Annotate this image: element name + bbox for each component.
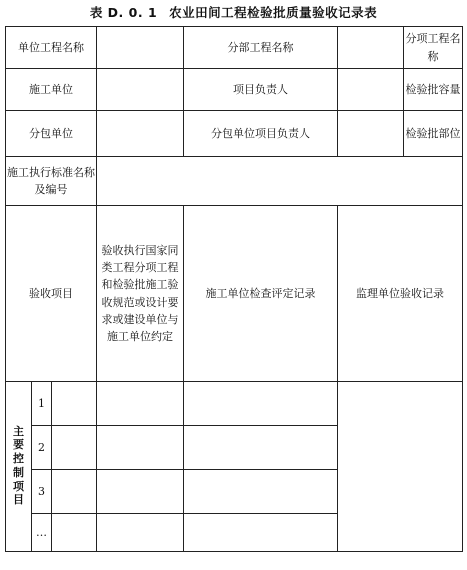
item-number-more: … [32, 514, 52, 552]
item-2-construction-check[interactable] [184, 426, 338, 470]
item-3-construction-check[interactable] [184, 470, 338, 514]
label-standard: 施工执行标准名称及编号 [6, 157, 97, 206]
inspection-form-table [5, 26, 463, 552]
main-control-text: 主要控制项目 [13, 424, 24, 507]
table-title [0, 3, 467, 21]
item-more-basis[interactable] [97, 514, 184, 552]
value-standard[interactable] [97, 157, 463, 206]
item-number-2: 2 [32, 426, 52, 470]
item-1-basis[interactable] [97, 382, 184, 426]
label-batch-capacity: 检验批容量 [404, 69, 463, 111]
main-control-supervisor-check[interactable] [338, 382, 463, 552]
value-unit-project[interactable] [97, 27, 184, 69]
value-project-leader[interactable] [338, 69, 404, 111]
item-2-basis[interactable] [97, 426, 184, 470]
row-subcontract-unit [6, 111, 463, 157]
label-subcontract-leader: 分包单位项目负责人 [184, 111, 338, 157]
item-3-name[interactable] [52, 470, 97, 514]
header-acceptance-item: 验收项目 [6, 206, 97, 382]
row-standard [6, 157, 463, 206]
table-number: 表 D. 0. 1 [89, 5, 158, 20]
item-3-basis[interactable] [97, 470, 184, 514]
row-header [6, 206, 463, 382]
header-basis: 验收执行国家同类工程分项工程和检验批施工验收规范或设计要求或建设单位与施工单位约定 [97, 206, 184, 382]
row-main-item-1 [6, 382, 463, 426]
item-more-name[interactable] [52, 514, 97, 552]
item-1-construction-check[interactable] [184, 382, 338, 426]
label-project-leader: 项目负责人 [184, 69, 338, 111]
table-title-text: 农业田间工程检验批质量验收记录表 [169, 5, 378, 20]
label-subcontract-unit: 分包单位 [6, 111, 97, 157]
header-supervisor-check: 监理单位验收记录 [338, 206, 463, 382]
header-construction-check: 施工单位检查评定记录 [184, 206, 338, 382]
label-construction-unit: 施工单位 [6, 69, 97, 111]
label-unit-project: 单位工程名称 [6, 27, 97, 69]
label-sub-project: 分部工程名称 [184, 27, 338, 69]
item-1-name[interactable] [52, 382, 97, 426]
item-more-construction-check[interactable] [184, 514, 338, 552]
label-batch-location: 检验批部位 [404, 111, 463, 157]
value-sub-project[interactable] [338, 27, 404, 69]
value-construction-unit[interactable] [97, 69, 184, 111]
value-subcontract-leader[interactable] [338, 111, 404, 157]
row-unit-project [6, 27, 463, 69]
item-number-3: 3 [32, 470, 52, 514]
value-subcontract-unit[interactable] [97, 111, 184, 157]
label-item-project: 分项工程名称 [404, 27, 463, 69]
main-control-label [6, 382, 32, 552]
item-number-1: 1 [32, 382, 52, 426]
row-construction-unit [6, 69, 463, 111]
item-2-name[interactable] [52, 426, 97, 470]
